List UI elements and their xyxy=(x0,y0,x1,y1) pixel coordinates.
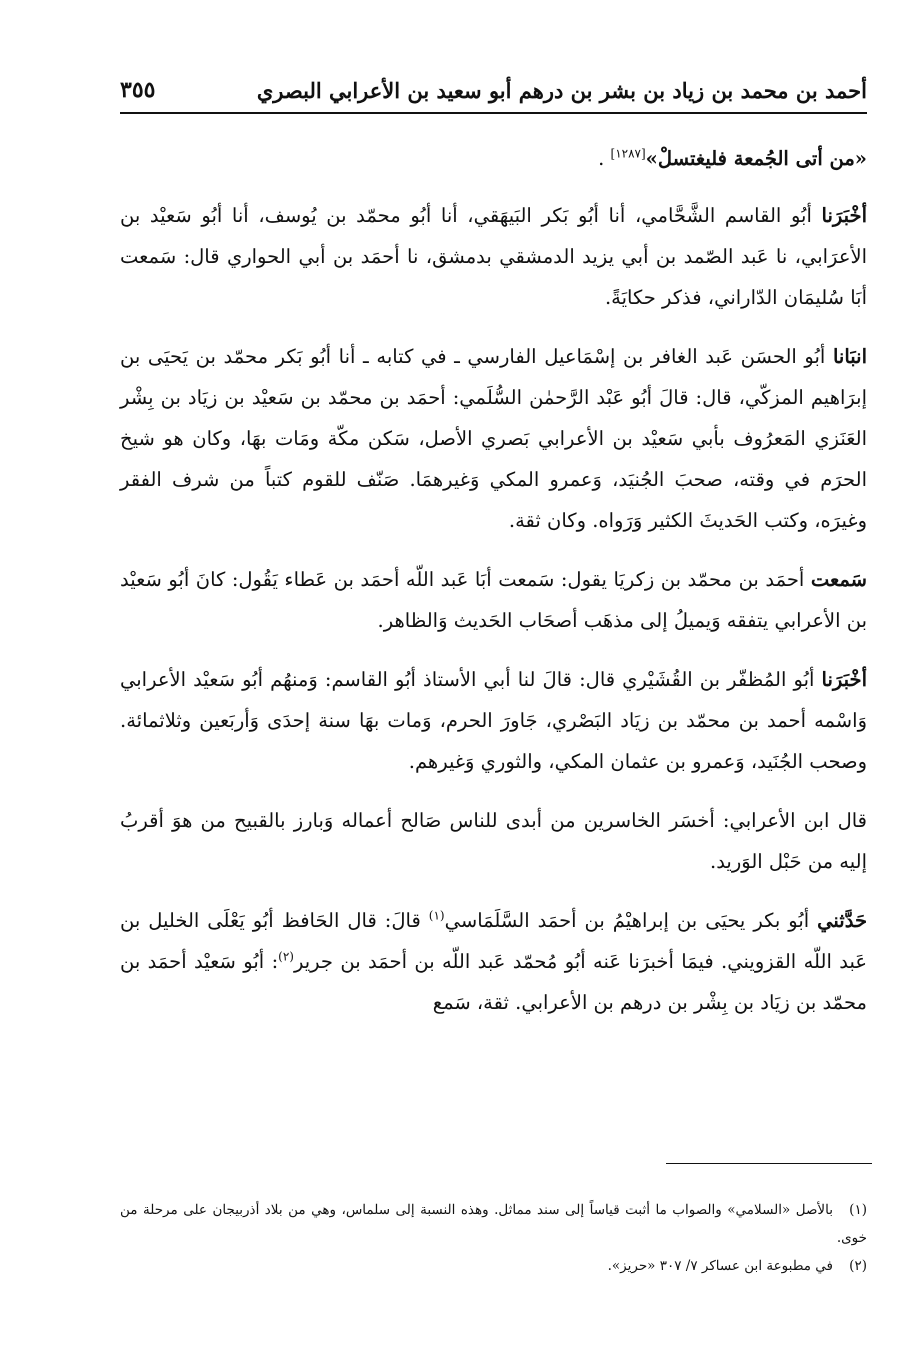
footnote-marker: (١) xyxy=(428,908,445,923)
footnote-text: في مطبوعة ابن عساكر ٧/ ٣٠٧ «حريز». xyxy=(607,1258,833,1274)
page-header xyxy=(120,68,867,114)
paragraph-lead-word: سَمعت xyxy=(810,568,867,591)
footnote-number: (١) xyxy=(849,1202,867,1218)
paragraph-text: قال ابن الأعرابي: أخسَر الخاسرين من أبدى للناس صَالح أعماله وَبارز بالقبيح من هوَ أقربُ إليه من حَبْل الوَريد. xyxy=(120,809,867,873)
footnote-marker: (٢) xyxy=(278,949,294,964)
paragraph xyxy=(120,195,867,318)
footnote-separator xyxy=(666,1163,872,1164)
paragraph-text: : أبُو سَعيْد أحمَد بن محمّد بن زيَاد بن بِشْر بن درهم بن الأعرابي. ثقة، سَمع xyxy=(120,950,867,1014)
paragraph-lead-word: انبَانا xyxy=(832,345,867,368)
paragraph xyxy=(120,336,867,541)
hadith-quote: «من أتى الجُمعة فليغتسلْ» xyxy=(645,147,867,170)
paragraph-text: . xyxy=(598,147,611,170)
paragraph xyxy=(120,659,867,782)
footnote-text: بالأصل «السلامي» والصواب ما أثبت قياساً إلى سند مماثل. وهذه النسبة إلى سلماس، وهي من بلاد أذربيجان على مرحلة من خوى. xyxy=(120,1202,867,1246)
paragraph-lead-word: أخْبَرَنا xyxy=(821,204,867,227)
footnotes xyxy=(120,1196,867,1280)
footnote xyxy=(120,1196,867,1252)
paragraph xyxy=(120,559,867,641)
footnote-number: (٢) xyxy=(849,1258,867,1274)
paragraph xyxy=(120,900,867,1023)
paragraph xyxy=(120,800,867,882)
running-title: أحمد بن محمد بن زياد بن بشر بن درهم أبو سعيد بن الأعرابي البصري xyxy=(256,77,867,103)
paragraph-text: أحمَد بن محمّد بن زكريَا يقول: سَمعت أبَا عَبد اللّه أحمَد بن عَطاء يَقُول: كانَ أبُو سَعيْد بن الأعرابي يتفقه وَيميلُ إلى مذهَب أصحَاب الحَديث وَالظاهر. xyxy=(120,568,867,632)
paragraph-text: أبُو القاسم الشَّحَّامي، أنا أبُو بَكر البَيهَقي، أنا أبُو محمّد بن يُوسف، أنا أبُو سَعيْد بن الأعرَابي، نا عَبد الصّمد بن أبي يزيد الدمشقي بدمشق، نا أحمَد بن أبي الحواري قال: سَمعت أبَا سُليمَان الدّاراني، فذكر حكايَةً. xyxy=(120,204,867,309)
page-number: ٣٥٥ xyxy=(120,77,156,103)
paragraph-text: أبُو الحسَن عَبد الغافر بن إسْمَاعيل الفارسي ـ في كتابه ـ أنا أبُو بَكر محمّد بن يَحيَى بن إبرَاهيم المزكّي، قال: قالَ أبُو عَبْد الرَّحمٰن السُّلَمي: أحمَد بن محمّد بن سَعيْد بن زيَاد بن بِشْر العَنَزي المَعرُوف بأبي سَعيْد بن الأعرابي بَصري الأصل، سَكن مكّة ومَات بهَا، وكان هو شيخ الحرَم في وقته، صحبَ الجُنيَد، وَعمرو المكي وَغيرهمَا. صَنّف للقوم كتباً من شرف الفقر وغيرَه، وكتب الحَديثَ الكثير وَرَواه. وكان ثقة. xyxy=(120,345,867,532)
paragraph xyxy=(120,138,867,179)
paragraph-lead-word: حَدَّثني xyxy=(817,909,868,932)
footnote xyxy=(120,1252,867,1280)
paragraph-text: قالَ: قال الحَافظ أبُو يَعْلَى الخليل بن عَبد اللّه القزويني. فيمَا أخبرَنا عَنه أبُو مُحمّد عَبد اللّه بن أحمَد بن جرير xyxy=(120,909,868,973)
hadith-reference: [١٢٨٧] xyxy=(610,146,646,161)
main-text xyxy=(120,138,867,1041)
paragraph-text: أبُو بكر يحيَى بن إبراهيْمُ بن أحمَد السَّلَمَاسي xyxy=(444,909,818,932)
paragraph-text: أبُو المُظفّر بن القُشَيْري قال: قالَ لنا أبي الأستاذ أبُو القاسم: وَمنهُم أبُو سَعيْد الأعرابي وَاسْمه أحمد بن محمّد بن زيَاد البَصْري، جَاورَ الحرم، وَمات بهَا سنة إحدَى وَأربَعين وثلاثمائة. وصحب الجُنَيد، وَعمرو بن عثمان المكي، والثوري وَغيرهم. xyxy=(120,668,867,773)
paragraph-lead-word: أخْبَرَنا xyxy=(821,668,867,691)
